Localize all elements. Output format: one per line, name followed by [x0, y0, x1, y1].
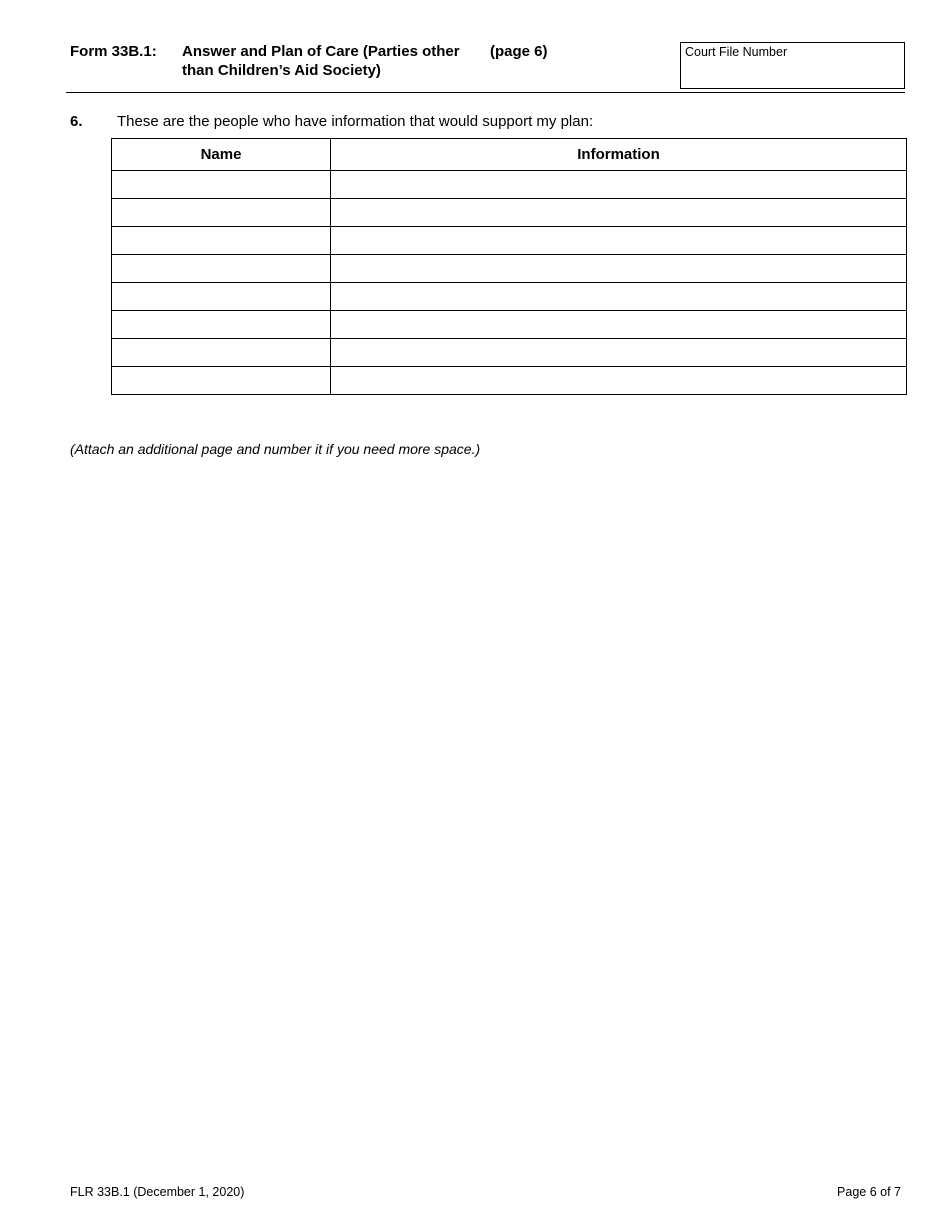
name-cell[interactable]: [112, 283, 331, 311]
name-cell[interactable]: [112, 339, 331, 367]
table-row: [112, 311, 907, 339]
section-number: 6.: [70, 113, 83, 130]
supporters-table: [111, 138, 907, 395]
information-cell[interactable]: [331, 339, 907, 367]
table-row: [112, 171, 907, 199]
table-row: [112, 255, 907, 283]
name-cell[interactable]: [112, 311, 331, 339]
table-row: [112, 199, 907, 227]
name-cell[interactable]: [112, 255, 331, 283]
form-title-line-1: Answer and Plan of Care (Parties other: [182, 43, 460, 60]
court-file-number-field[interactable]: [680, 42, 905, 89]
footer-form-reference: FLR 33B.1 (December 1, 2020): [70, 1185, 245, 1199]
footer-page-number: Page 6 of 7: [837, 1185, 901, 1199]
information-cell[interactable]: [331, 255, 907, 283]
form-title-line-2: than Children’s Aid Society): [182, 62, 381, 79]
information-cell[interactable]: [331, 283, 907, 311]
information-cell[interactable]: [331, 367, 907, 395]
table-row: [112, 339, 907, 367]
name-cell[interactable]: [112, 367, 331, 395]
table-row: [112, 227, 907, 255]
table-header-row: [112, 139, 907, 171]
column-header-name: Name: [112, 139, 331, 171]
page-indicator: (page 6): [490, 43, 548, 60]
form-number: Form 33B.1:: [70, 43, 157, 60]
information-cell[interactable]: [331, 171, 907, 199]
name-cell[interactable]: [112, 171, 331, 199]
information-cell[interactable]: [331, 311, 907, 339]
name-cell[interactable]: [112, 227, 331, 255]
column-header-information: Information: [331, 139, 907, 171]
table-row: [112, 283, 907, 311]
additional-page-note: (Attach an additional page and number it if you need more space.): [70, 441, 481, 457]
information-cell[interactable]: [331, 199, 907, 227]
court-file-number-label: Court File Number: [685, 45, 788, 59]
information-cell[interactable]: [331, 227, 907, 255]
section-prompt: These are the people who have information that would support my plan:: [117, 113, 594, 130]
table-row: [112, 367, 907, 395]
header-divider: [66, 92, 905, 93]
name-cell[interactable]: [112, 199, 331, 227]
